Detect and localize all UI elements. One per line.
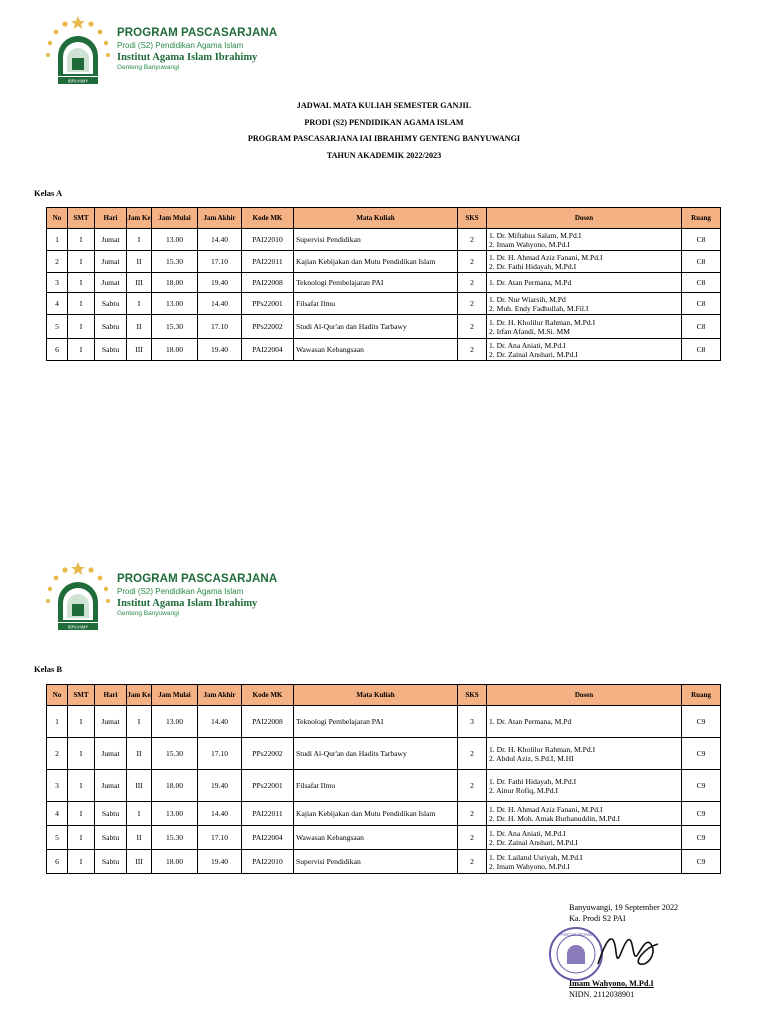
cell-no: 3 (47, 273, 68, 293)
cell-dosen (487, 738, 682, 770)
signer-block (569, 978, 654, 1000)
cell-mata-kuliah: Studi Al-Qur'an dan Hadits Tarbawy (294, 315, 458, 339)
cell-ruang: C8 (682, 293, 721, 315)
col-dosen: Dosen (487, 208, 682, 229)
institute-location: Genteng Banyuwangi (117, 64, 180, 72)
signer-name: Imam Wahyono, M.Pd.I (569, 979, 654, 988)
cell-jam-ke: II (127, 826, 152, 850)
kelas-a-label: Kelas A (34, 188, 63, 198)
cell-smt: I (68, 826, 95, 850)
col-jam-akhir: Jam Akhir (198, 685, 242, 706)
cell-kode-mk: PAI22010 (242, 229, 294, 251)
cell-smt: I (68, 315, 95, 339)
table-row (47, 251, 721, 273)
cell-mata-kuliah: Supervisi Pendidikan (294, 850, 458, 874)
table-row (47, 706, 721, 738)
cell-no: 3 (47, 770, 68, 802)
cell-sks: 2 (458, 293, 487, 315)
lecturer-name: 2. Ainur Rofiq, M.Pd.I (489, 785, 558, 795)
cell-sks: 2 (458, 315, 487, 339)
cell-jam-akhir: 14.40 (198, 706, 242, 738)
cell-kode-mk: PAI22010 (242, 850, 294, 874)
lecturer-name: 1. Dr. Ana Aniati, M.Pd.I (489, 828, 566, 838)
cell-ruang: C9 (682, 826, 721, 850)
cell-jam-ke: II (127, 738, 152, 770)
cell-jam-akhir: 14.40 (198, 229, 242, 251)
cell-hari: Jumat (95, 738, 127, 770)
cell-jam-ke: I (127, 229, 152, 251)
lecturer-name: 2. Dr. H. Moh. Amak Burhanuddin, M.Pd.I (489, 813, 620, 823)
table-row (47, 770, 721, 802)
cell-dosen (487, 293, 682, 315)
cell-smt: I (68, 706, 95, 738)
cell-sks: 2 (458, 826, 487, 850)
cell-dosen (487, 850, 682, 874)
cell-jam-ke: II (127, 315, 152, 339)
col-mata-kuliah: Mata Kuliah (294, 685, 458, 706)
cell-jam-mulai: 15.30 (152, 826, 198, 850)
cell-sks: 2 (458, 770, 487, 802)
cell-kode-mk: PPs22002 (242, 738, 294, 770)
institution-logo (45, 14, 277, 86)
cell-kode-mk: PAI22008 (242, 273, 294, 293)
col-jam-mulai: Jam Mulai (152, 685, 198, 706)
kelas-b-label: Kelas B (34, 664, 63, 674)
cell-mata-kuliah: Teknologi Pembelajaran PAI (294, 706, 458, 738)
cell-dosen (487, 826, 682, 850)
cell-hari: Jumat (95, 273, 127, 293)
lecturer-name: 1. Dr. Fathi Hidayah, M.Pd.I (489, 776, 577, 786)
cell-smt: I (68, 229, 95, 251)
cell-jam-mulai: 13.00 (152, 802, 198, 826)
cell-hari: Sabtu (95, 802, 127, 826)
cell-no: 1 (47, 706, 68, 738)
cell-kode-mk: PAI22008 (242, 706, 294, 738)
cell-kode-mk: PAI22011 (242, 251, 294, 273)
cell-jam-ke: I (127, 293, 152, 315)
signer-role: Ka. Prodi S2 PAI (569, 914, 626, 923)
cell-jam-ke: II (127, 251, 152, 273)
lecturer-name: 2. Imam Wahyono, M.Pd.I (489, 861, 570, 871)
title-line-2: PRODI (S2) PENDIDIKAN AGAMA ISLAM (304, 117, 464, 127)
cell-jam-mulai: 18.00 (152, 273, 198, 293)
signature-scribble (598, 939, 658, 964)
schedule-table-kelas-a (46, 207, 721, 361)
svg-text:PASCASARJANA: PASCASARJANA (558, 932, 594, 937)
cell-jam-akhir: 19.40 (198, 273, 242, 293)
lecturer-name: 1. Dr. H. Ahmad Aziz Fanani, M.Pd.I (489, 252, 603, 262)
cell-jam-mulai: 13.00 (152, 229, 198, 251)
lecturer-name: 2. Imam Wahyono, M.Pd.I (489, 239, 570, 249)
lecturer-name: 1. Dr. Lailatul Usriyah, M.Pd.I (489, 852, 583, 862)
cell-hari: Jumat (95, 706, 127, 738)
cell-smt: I (68, 293, 95, 315)
lecturer-name: 2. Irfan Afandi, M.Si. MM (489, 326, 570, 336)
cell-kode-mk: PPs22002 (242, 315, 294, 339)
institute-location: Genteng Banyuwangi (117, 610, 180, 618)
place-date: Banyuwangi, 19 September 2022 (569, 903, 679, 912)
lecturer-name: 1. Dr. Ana Aniati, M.Pd.I (489, 340, 566, 350)
svg-text:IBRAHIMY: IBRAHIMY (67, 78, 89, 84)
col-jam-ke: Jam Ke (127, 685, 152, 706)
cell-dosen (487, 770, 682, 802)
cell-kode-mk: PAI22004 (242, 826, 294, 850)
cell-kode-mk: PPs22001 (242, 293, 294, 315)
cell-jam-akhir: 17.10 (198, 738, 242, 770)
cell-no: 2 (47, 738, 68, 770)
institute-name: Institut Agama Islam Ibrahimy (117, 597, 258, 609)
col-kode-mk: Kode MK (242, 208, 294, 229)
cell-no: 5 (47, 315, 68, 339)
cell-hari: Sabtu (95, 293, 127, 315)
cell-ruang: C8 (682, 315, 721, 339)
cell-jam-akhir: 19.40 (198, 339, 242, 361)
cell-jam-akhir: 14.40 (198, 802, 242, 826)
cell-mata-kuliah: Supervisi Pendidikan (294, 229, 458, 251)
cell-kode-mk: PPs22001 (242, 770, 294, 802)
cell-sks: 2 (458, 802, 487, 826)
cell-hari: Jumat (95, 770, 127, 802)
lecturer-name: 1. Dr. Miftahus Salam, M.Pd.I (489, 230, 582, 240)
table-row (47, 339, 721, 361)
prodi-name: Prodi (S2) Pendidikan Agama Islam (117, 40, 244, 50)
cell-jam-akhir: 17.10 (198, 251, 242, 273)
cell-sks: 2 (458, 229, 487, 251)
program-name: PROGRAM PASCASARJANA (117, 27, 278, 40)
cell-jam-ke: III (127, 770, 152, 802)
cell-hari: Sabtu (95, 850, 127, 874)
lecturer-name: 1. Dr. H. Kholilur Rahman, M.Pd.I (489, 317, 596, 327)
cell-dosen (487, 229, 682, 251)
col-kode-mk: Kode MK (242, 685, 294, 706)
ibrahimy-seal-icon (45, 14, 111, 86)
cell-kode-mk: PAI22011 (242, 802, 294, 826)
cell-jam-akhir: 17.10 (198, 826, 242, 850)
lecturer-name: 2. Dr. Fathi Hidayah, M.Pd.I (489, 261, 577, 271)
ibrahimy-seal-icon (45, 560, 111, 632)
cell-jam-mulai: 15.30 (152, 738, 198, 770)
col-dosen: Dosen (487, 685, 682, 706)
cell-jam-mulai: 18.00 (152, 850, 198, 874)
col-mata-kuliah: Mata Kuliah (294, 208, 458, 229)
cell-no: 1 (47, 229, 68, 251)
cell-hari: Sabtu (95, 315, 127, 339)
official-stamp-and-signature (548, 924, 668, 982)
table-row (47, 850, 721, 874)
cell-jam-ke: I (127, 802, 152, 826)
institute-name: Institut Agama Islam Ibrahimy (117, 51, 258, 63)
cell-jam-akhir: 19.40 (198, 770, 242, 802)
document-title (0, 98, 768, 164)
cell-mata-kuliah: Filsafat Ilmu (294, 770, 458, 802)
cell-mata-kuliah: Kajian Kebijakan dan Mutu Pendidikan Islam (294, 251, 458, 273)
cell-hari: Sabtu (95, 339, 127, 361)
col-smt: SMT (68, 208, 95, 229)
cell-smt: I (68, 339, 95, 361)
table-row (47, 293, 721, 315)
col-no: No (47, 685, 68, 706)
cell-dosen (487, 802, 682, 826)
table-row (47, 315, 721, 339)
cell-dosen (487, 273, 682, 293)
cell-jam-ke: III (127, 850, 152, 874)
cell-jam-mulai: 15.30 (152, 315, 198, 339)
table-row (47, 826, 721, 850)
cell-no: 4 (47, 293, 68, 315)
cell-no: 6 (47, 339, 68, 361)
cell-no: 6 (47, 850, 68, 874)
col-sks: SKS (458, 685, 487, 706)
table-body (47, 229, 721, 361)
cell-jam-ke: I (127, 706, 152, 738)
title-line-4: TAHUN AKADEMIK 2022/2023 (326, 150, 442, 160)
cell-mata-kuliah: Kajian Kebijakan dan Mutu Pendidikan Islam (294, 802, 458, 826)
col-no: No (47, 208, 68, 229)
cell-dosen (487, 706, 682, 738)
col-jam-mulai: Jam Mulai (152, 208, 198, 229)
cell-smt: I (68, 738, 95, 770)
table-header-row (47, 208, 721, 229)
cell-jam-ke: III (127, 273, 152, 293)
cell-jam-mulai: 15.30 (152, 251, 198, 273)
signer-nidn: NIDN. 2112038901 (569, 990, 635, 999)
col-hari: Hari (95, 685, 127, 706)
col-hari: Hari (95, 208, 127, 229)
cell-sks: 3 (458, 706, 487, 738)
lecturer-name: 2. Muh. Endy Fadhullah, M.Fil.I (489, 303, 589, 313)
svg-text:IBRAHIMY: IBRAHIMY (67, 624, 89, 630)
lecturer-name: 1. Dr. H. Kholilur Rahman, M.Pd.I (489, 744, 596, 754)
lecturer-name: 2. Dr. Zainal Anshari, M.Pd.I (489, 837, 578, 847)
cell-smt: I (68, 251, 95, 273)
cell-jam-mulai: 18.00 (152, 770, 198, 802)
table-row (47, 273, 721, 293)
cell-smt: I (68, 273, 95, 293)
cell-smt: I (68, 802, 95, 826)
col-jam-akhir: Jam Akhir (198, 208, 242, 229)
cell-dosen (487, 339, 682, 361)
cell-jam-akhir: 14.40 (198, 293, 242, 315)
cell-sks: 2 (458, 850, 487, 874)
cell-ruang: C8 (682, 339, 721, 361)
cell-ruang: C9 (682, 850, 721, 874)
cell-jam-mulai: 13.00 (152, 706, 198, 738)
col-jam-ke: Jam Ke (127, 208, 152, 229)
cell-kode-mk: PAI22004 (242, 339, 294, 361)
table-header-row (47, 685, 721, 706)
lecturer-name: 1. Dr. Atan Permana, M.Pd (489, 717, 572, 726)
cell-sks: 2 (458, 251, 487, 273)
cell-jam-mulai: 18.00 (152, 339, 198, 361)
cell-jam-akhir: 17.10 (198, 315, 242, 339)
cell-no: 4 (47, 802, 68, 826)
cell-no: 5 (47, 826, 68, 850)
cell-hari: Sabtu (95, 826, 127, 850)
col-sks: SKS (458, 208, 487, 229)
col-smt: SMT (68, 685, 95, 706)
cell-ruang: C9 (682, 706, 721, 738)
cell-smt: I (68, 770, 95, 802)
cell-ruang: C8 (682, 273, 721, 293)
lecturer-name: 1. Dr. Atan Permana, M.Pd (489, 278, 572, 287)
program-name: PROGRAM PASCASARJANA (117, 573, 278, 586)
col-ruang: Ruang (682, 685, 721, 706)
stamp-icon (550, 928, 602, 980)
cell-ruang: C8 (682, 229, 721, 251)
cell-mata-kuliah: Wawasan Kebangsaan (294, 826, 458, 850)
prodi-name: Prodi (S2) Pendidikan Agama Islam (117, 586, 244, 596)
cell-sks: 2 (458, 738, 487, 770)
lecturer-name: 1. Dr. H. Ahmad Aziz Fanani, M.Pd.I (489, 804, 603, 814)
table-row (47, 802, 721, 826)
cell-jam-akhir: 19.40 (198, 850, 242, 874)
title-line-1: JADWAL MATA KULIAH SEMESTER GANJIL (296, 101, 472, 110)
cell-hari: Jumat (95, 251, 127, 273)
cell-ruang: C9 (682, 738, 721, 770)
cell-ruang: C9 (682, 770, 721, 802)
cell-sks: 2 (458, 339, 487, 361)
cell-no: 2 (47, 251, 68, 273)
cell-sks: 2 (458, 273, 487, 293)
schedule-table-kelas-b (46, 684, 721, 874)
lecturer-name: 1. Dr. Nur Wiarsih, M.Pd (489, 294, 566, 304)
cell-mata-kuliah: Wawasan Kebangsaan (294, 339, 458, 361)
institution-logo-2 (45, 560, 277, 632)
cell-hari: Jumat (95, 229, 127, 251)
cell-jam-ke: III (127, 339, 152, 361)
table-body (47, 706, 721, 874)
table-row (47, 738, 721, 770)
cell-mata-kuliah: Filsafat Ilmu (294, 293, 458, 315)
cell-mata-kuliah: Studi Al-Qur'an dan Hadits Tarbawy (294, 738, 458, 770)
col-ruang: Ruang (682, 208, 721, 229)
lecturer-name: 2. Dr. Zainal Anshari, M.Pd.I (489, 349, 578, 359)
cell-dosen (487, 251, 682, 273)
cell-ruang: C8 (682, 251, 721, 273)
cell-mata-kuliah: Teknologi Pembelajaran PAI (294, 273, 458, 293)
title-line-3: PROGRAM PASCASARJANA IAI IBRAHIMY GENTENG BANYUWANGI (247, 134, 521, 143)
cell-smt: I (68, 850, 95, 874)
cell-dosen (487, 315, 682, 339)
lecturer-name: 2. Abdul Aziz, S.Pd.I, M.HI (489, 753, 574, 763)
cell-ruang: C9 (682, 802, 721, 826)
cell-jam-mulai: 13.00 (152, 293, 198, 315)
signature-block (569, 902, 678, 924)
table-row (47, 229, 721, 251)
